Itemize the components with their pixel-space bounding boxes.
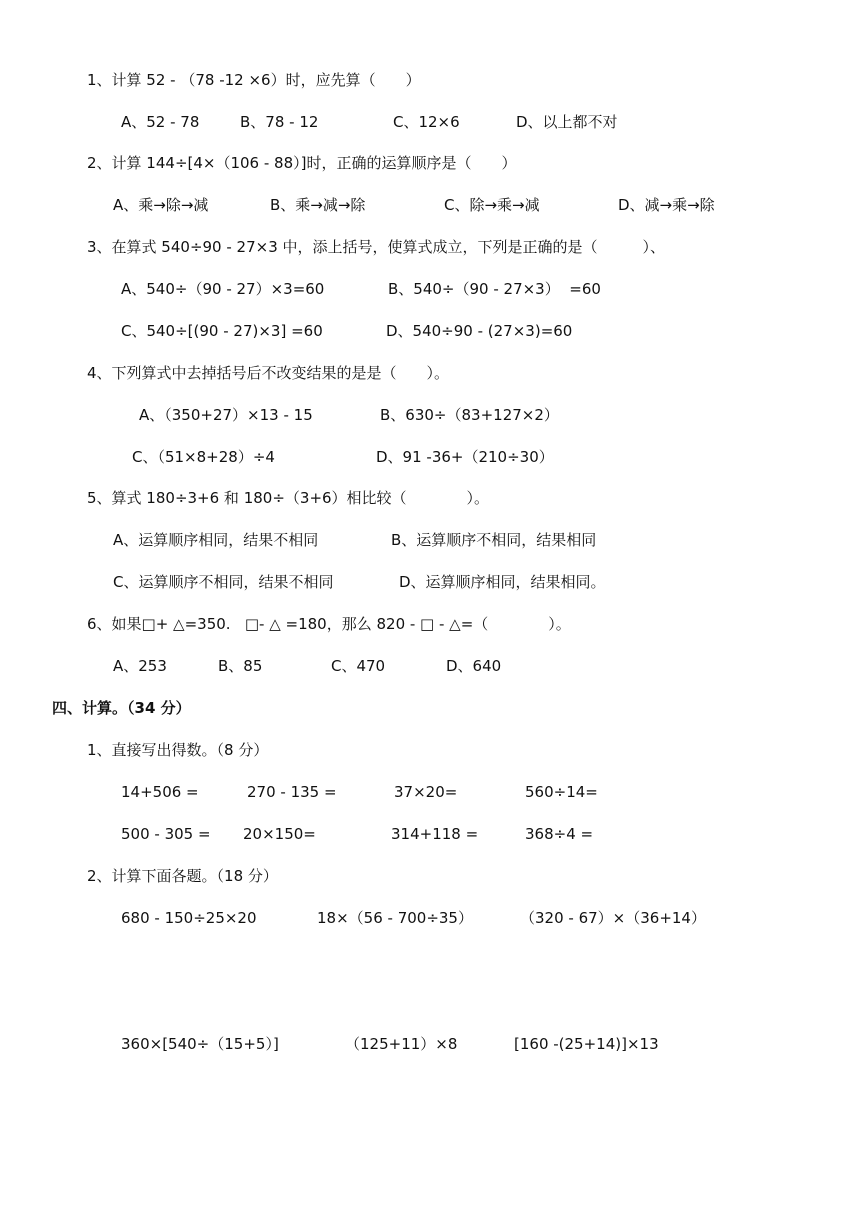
q6-option-a: A、253: [113, 657, 167, 675]
oral-problem: 314+118 =: [391, 825, 479, 843]
subsection-calc-heading: 2、计算下面各题。（18 分）: [87, 867, 278, 885]
q2-option-d: D、减→乘→除: [618, 196, 715, 214]
q2-question: 2、计算 144÷[4×（106 - 88）]时，正确的运算顺序是（ ）: [87, 154, 517, 172]
oral-problem: 368÷4 =: [525, 825, 594, 843]
calc-problem: 360×[540÷（15+5）]: [121, 1035, 279, 1053]
oral-problem: 37×20=: [394, 783, 458, 801]
section-heading: 四、计算。（34 分）: [52, 699, 191, 717]
q5-option-b: B、运算顺序不相同，结果相同: [391, 531, 597, 549]
q4-option-b: B、630÷（83+127×2）: [380, 406, 559, 424]
q6-question: 6、如果□+ △=350. □- △ =180，那么 820 - □ - △=（ ）。: [87, 615, 571, 633]
q1-option-a: A、52 - 78: [121, 113, 200, 131]
oral-problem: 270 - 135 =: [247, 783, 337, 801]
q4-option-a: A、（350+27）×13 - 15: [139, 406, 313, 424]
q6-option-d: D、640: [446, 657, 502, 675]
q1-option-b: B、78 - 12: [240, 113, 319, 131]
calc-problem: 680 - 150÷25×20: [121, 909, 257, 927]
q3-option-d: D、540÷90 - (27×3)=60: [386, 322, 573, 340]
q3-option-b: B、540÷（90 - 27×3） =60: [388, 280, 601, 298]
q6-option-c: C、470: [331, 657, 386, 675]
q2-option-b: B、乘→减→除: [270, 196, 366, 214]
q5-option-c: C、运算顺序不相同，结果不相同: [113, 573, 334, 591]
q1-option-d: D、以上都不对: [516, 113, 618, 131]
oral-problem: 500 - 305 =: [121, 825, 211, 843]
q3-option-c: C、540÷[(90 - 27)×3] =60: [121, 322, 323, 340]
q5-question: 5、算式 180÷3+6 和 180÷（3+6）相比较（ ）。: [87, 489, 490, 507]
q4-option-d: D、91 -36+（210÷30）: [376, 448, 554, 466]
q1-question: 1、计算 52 - （78 -12 ×6）时，应先算（ ）: [87, 71, 421, 89]
calc-problem: [160 -(25+14)]×13: [514, 1035, 659, 1053]
oral-problem: 14+506 =: [121, 783, 199, 801]
q4-option-c: C、（51×8+28）÷4: [132, 448, 275, 466]
q5-option-d: D、运算顺序相同，结果相同。: [399, 573, 606, 591]
q5-option-a: A、运算顺序相同，结果不相同: [113, 531, 319, 549]
calc-problem: （320 - 67）×（36+14）: [520, 909, 706, 927]
oral-problem: 560÷14=: [525, 783, 598, 801]
oral-problem: 20×150=: [243, 825, 316, 843]
q4-question: 4、下列算式中去掉括号后不改变结果的是是（ ）。: [87, 364, 450, 382]
q2-option-a: A、乘→除→减: [113, 196, 209, 214]
q2-option-c: C、除→乘→减: [444, 196, 540, 214]
calc-problem: （125+11）×8: [345, 1035, 458, 1053]
q1-option-c: C、12×6: [393, 113, 460, 131]
q6-option-b: B、85: [218, 657, 263, 675]
calc-problem: 18×（56 - 700÷35）: [317, 909, 473, 927]
q3-question: 3、在算式 540÷90 - 27×3 中，添上括号，使算式成立，下列是正确的是（ ）、: [87, 238, 666, 256]
q3-option-a: A、540÷（90 - 27）×3=60: [121, 280, 325, 298]
subsection-oral-heading: 1、直接写出得数。（8 分）: [87, 741, 269, 759]
